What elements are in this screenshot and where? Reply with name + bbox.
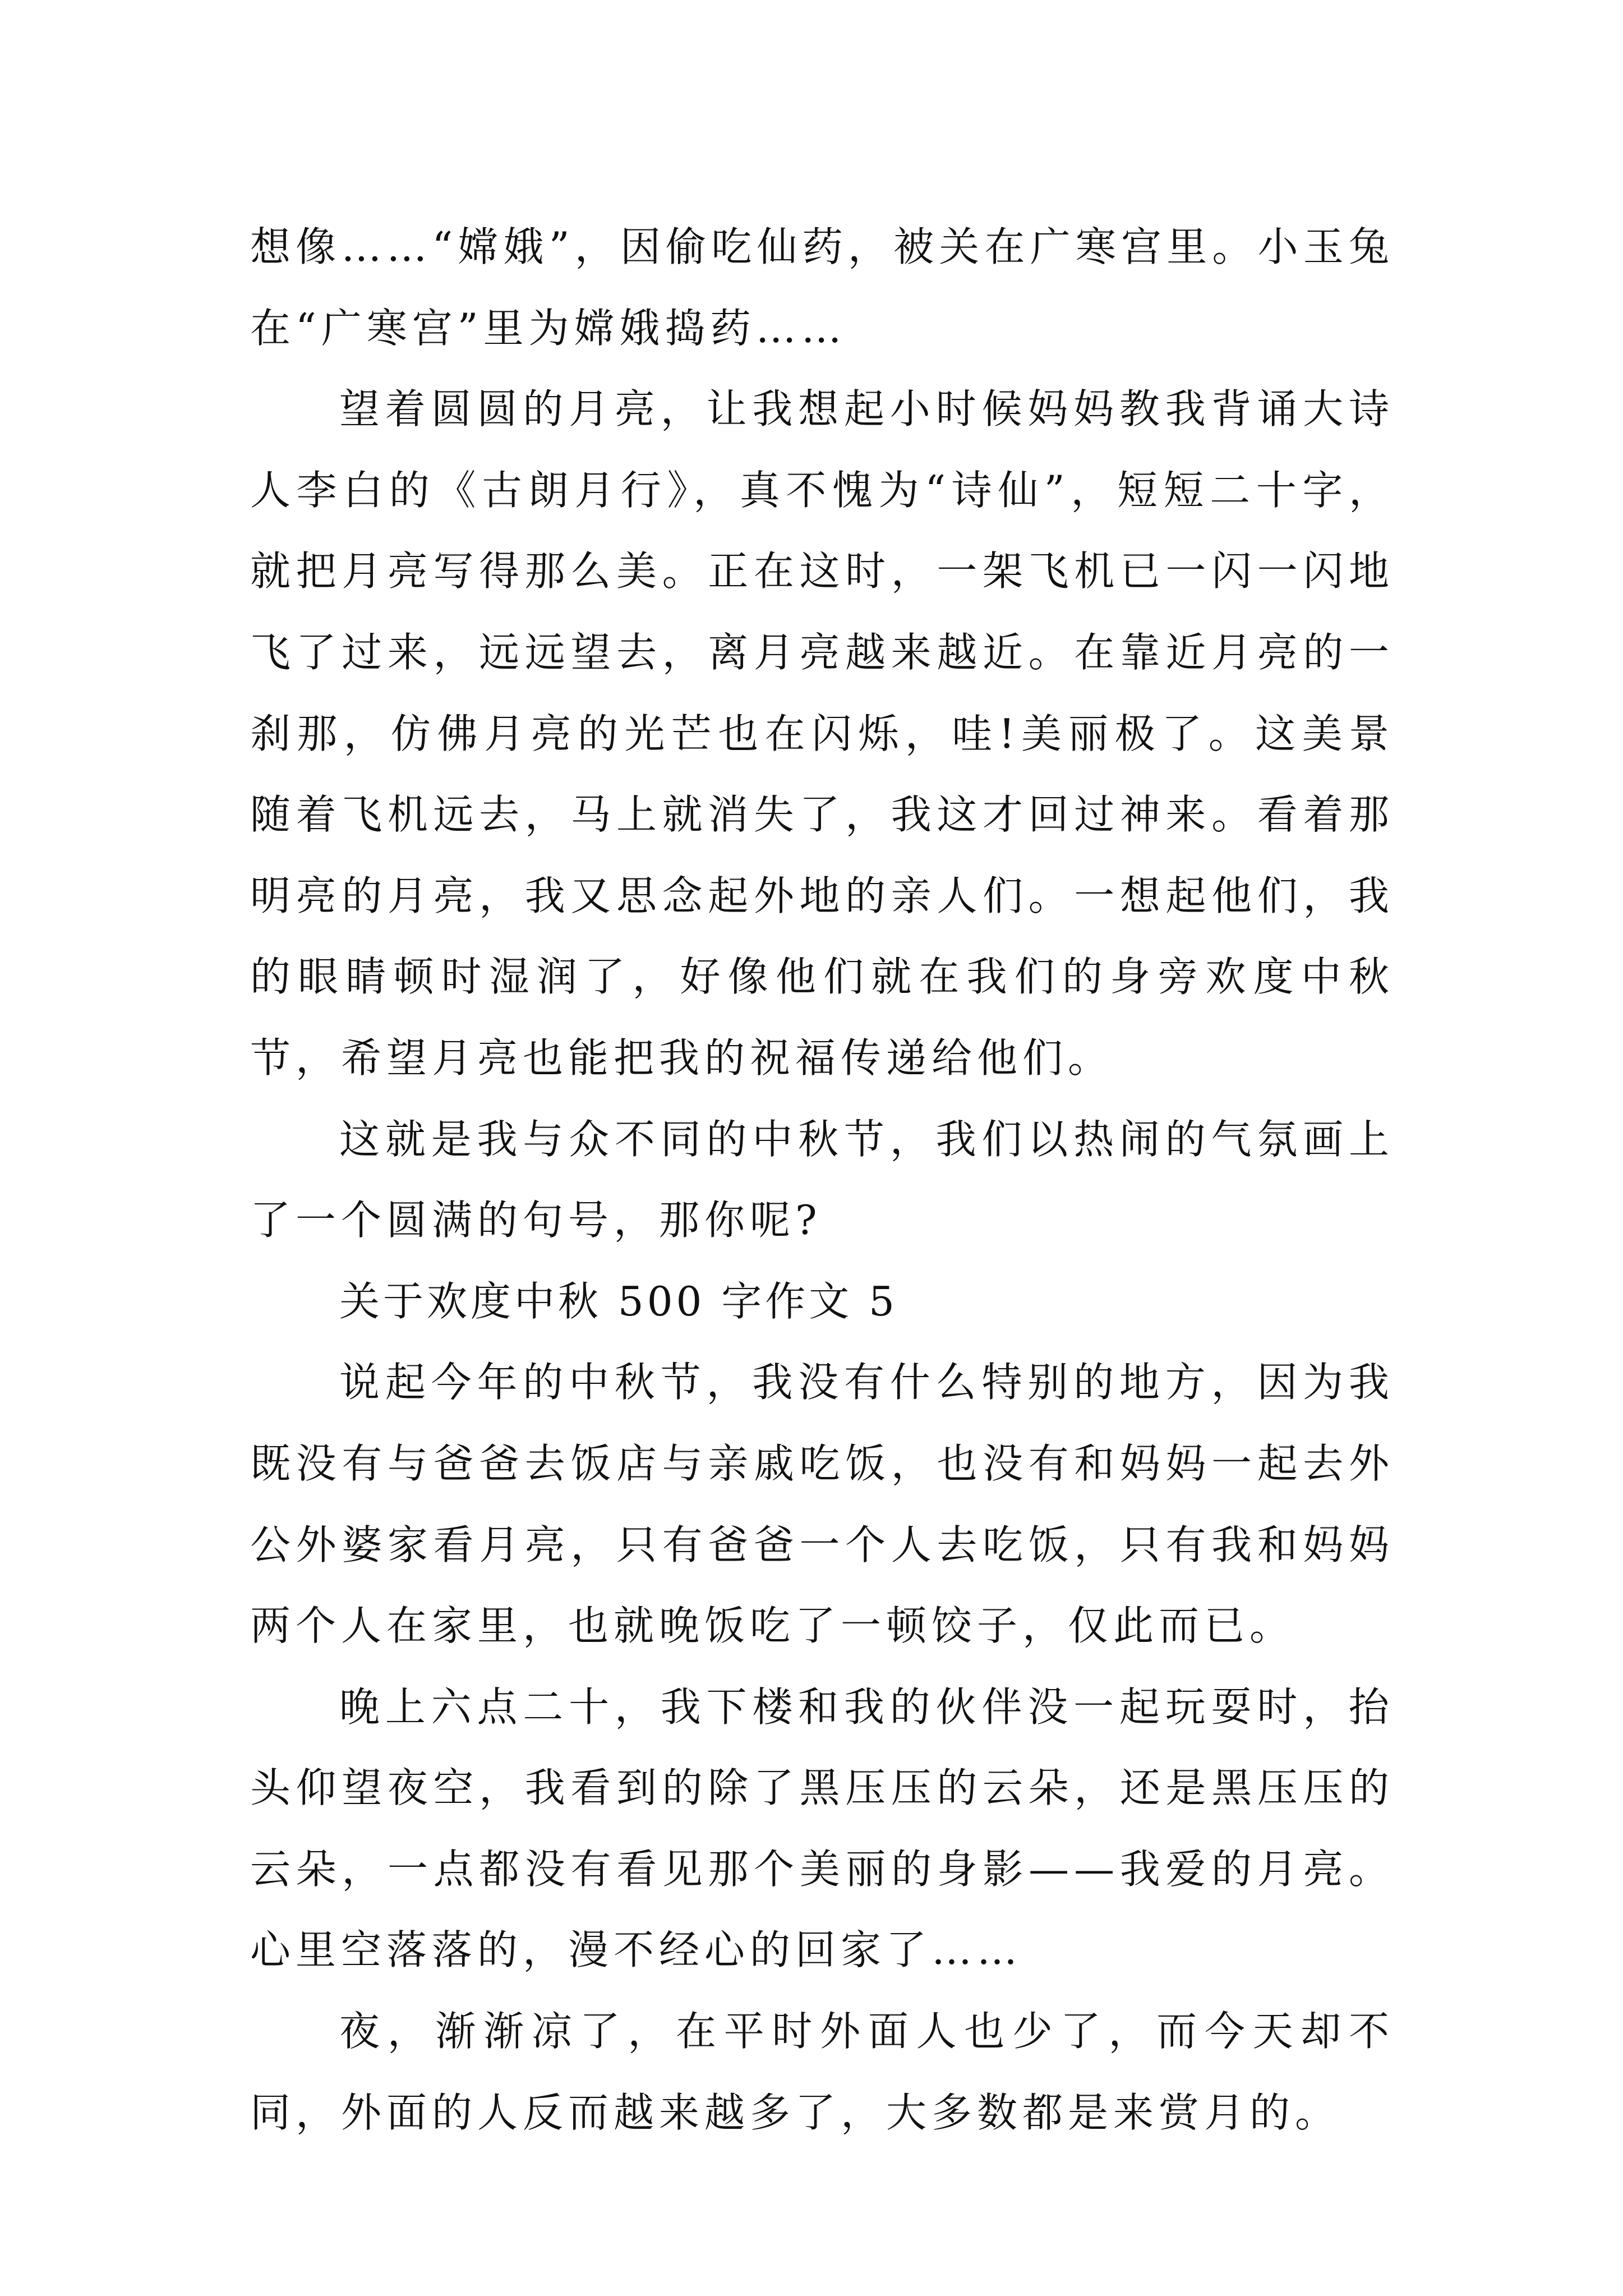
- paragraph-moon-memory: 望着圆圆的月亮，让我想起小时候妈妈教我背诵大诗人李白的《古朗月行》，真不愧为“诗仙”，短短二十字，就把月亮写得那么美。正在这时，一架飞机已一闪一闪地飞了过来，远远望去，离月亮越来越近。在靠近月亮的一刹那，仿佛月亮的光芒也在闪烁，哇!美丽极了。这美景随着飞机远去，马上就消失了，我这才回过神来。看着那明亮的月亮，我又思念起外地的亲人们。一想起他们，我的眼睛顿时湿润了，好像他们就在我们的身旁欢度中秋节，希望月亮也能把我的祝福传递给他们。: [250, 385, 1394, 1082]
- paragraph-mid-autumn-intro: 说起今年的中秋节，我没有什么特别的地方，因为我既没有与爸爸去饭店与亲戚吃饭，也没有和妈妈一起去外公外婆家看月亮，只有爸爸一个人去吃饭，只有我和妈妈两个人在家里，也就晚饭吃了一顿饺子，仅此而已。: [250, 1359, 1394, 1650]
- section-title: 关于欢度中秋 500 字作文 5: [339, 1277, 898, 1325]
- paragraph-night: 夜，渐渐凉了，在平时外面人也少了，而今天却不同，外面的人反而越来越多了，大多数都是来赏月的。: [250, 2008, 1394, 2136]
- paragraph-continued: 想像……“嫦娥”，因偷吃仙药，被关在广寒宫里。小玉兔在“广寒宫”里为嫦娥捣药……: [250, 223, 1394, 352]
- document-body: [250, 206, 1394, 2153]
- paragraph-conclusion: 这就是我与众不同的中秋节，我们以热闹的气氛画上了一个圆满的句号，那你呢?: [250, 1115, 1394, 1244]
- paragraph-evening-sky: 晚上六点二十，我下楼和我的伙伴没一起玩耍时，抬头仰望夜空，我看到的除了黑压压的云朵，还是黑压压的云朵，一点都没有看见那个美丽的身影——我爱的月亮。心里空落落的，漫不经心的回家了……: [250, 1683, 1394, 1974]
